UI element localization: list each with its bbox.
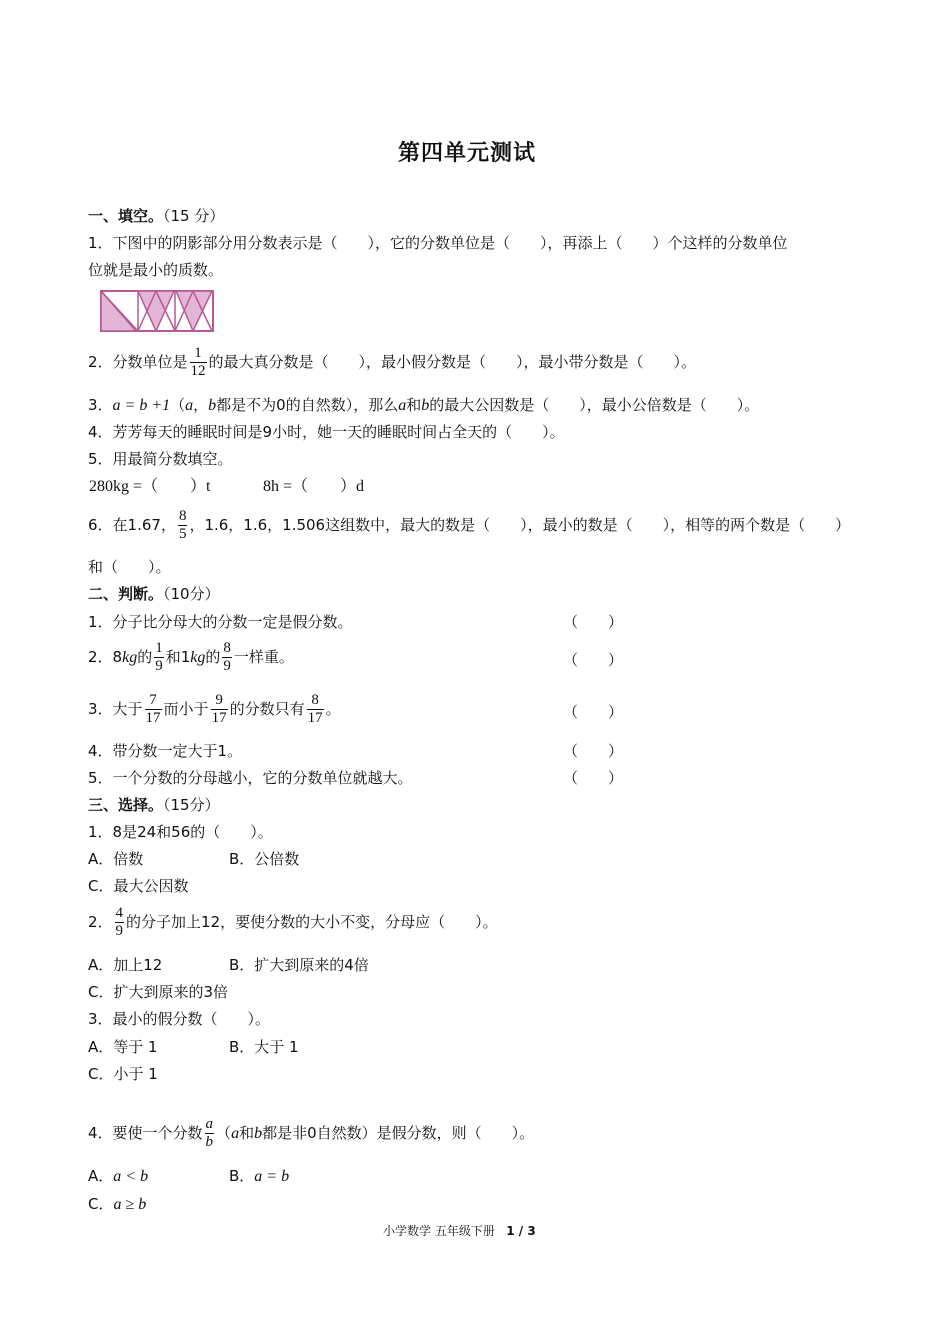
fraction-denominator: 9 [155, 658, 163, 674]
question-text: ， [193, 396, 209, 414]
question-text: 和 [239, 1124, 255, 1142]
page-title: 第四单元测试 [398, 141, 537, 166]
math-variable: b [421, 397, 430, 414]
choice-question-3: 3．最小的假分数（ ）。 [88, 1010, 271, 1028]
option-label: B． [229, 1167, 255, 1185]
question-text: 而小于 [163, 700, 209, 718]
fraction-7-17 [145, 692, 162, 727]
fraction-numerator: 1 [190, 345, 207, 363]
fraction-denominator: 17 [145, 710, 161, 726]
choice-2-option-b: B．扩大到原来的4倍 [229, 956, 369, 974]
fraction-numerator: a [205, 1116, 214, 1132]
section-2-title: 二、判断。 [88, 585, 164, 603]
fraction-8-17 [307, 692, 324, 727]
section-2-points: （10分） [163, 585, 220, 603]
judge-question-1: 1．分子比分母大的分数一定是假分数。 [88, 613, 353, 631]
choice-question-4 [88, 1116, 534, 1151]
footer-subject: 小学数学 五年级下册 [383, 1224, 495, 1238]
fraction-denominator: 12 [190, 363, 206, 379]
question-text: 。 [325, 700, 341, 718]
question-text: 的分数只有 [229, 700, 305, 718]
fraction-numerator: 8 [307, 692, 324, 710]
math-variable: a [398, 397, 407, 414]
question-text: 的分子加上12，要使分数的大小不变，分母应（ ）。 [126, 913, 498, 931]
fraction-4-9 [115, 905, 125, 940]
question-text: 一样重。 [233, 648, 294, 666]
answer-bracket: （ ） [563, 742, 624, 760]
fraction-8-5 [178, 508, 188, 543]
question-text: 3．大于 [88, 700, 143, 718]
section-1-heading [88, 206, 224, 226]
question-text: 的最大真分数是（ ），最小假分数是（ ），最小带分数是（ ）。 [208, 353, 697, 371]
question-text: 和 [406, 396, 422, 414]
math-variable: a [185, 397, 194, 414]
question-text: 2．分数单位是 [88, 353, 188, 371]
question-text: 2．8 [88, 648, 123, 666]
question-1-5: 5．用最简分数填空。 [88, 450, 233, 468]
choice-question-1: 1．8是24和56的（ ）。 [88, 823, 273, 841]
fraction-shading-figure [100, 290, 214, 332]
question-text: 的 [137, 648, 153, 666]
option-label: C． [88, 1195, 114, 1213]
fraction-denominator: 17 [307, 710, 323, 726]
choice-1-option-a: A．倍数 [88, 850, 144, 868]
question-number: 3． [88, 396, 113, 414]
fraction-numerator: 4 [115, 905, 124, 921]
section-1-title: 一、填空。 [88, 207, 164, 225]
answer-bracket: （ ） [563, 651, 624, 669]
judge-question-2 [88, 640, 294, 675]
question-text: 和1 [165, 648, 191, 666]
choice-4-option-b [229, 1166, 289, 1187]
question-1-1-line-2: 位就是最小的质数。 [88, 261, 224, 279]
choice-4-option-a [88, 1166, 148, 1187]
math-variable: b [254, 1125, 263, 1142]
question-1-2 [88, 345, 696, 380]
judge-question-3 [88, 692, 341, 727]
fraction-denominator: 17 [211, 710, 227, 726]
math-variable: a [231, 1125, 240, 1142]
section-3-heading [88, 795, 220, 815]
fraction-denominator: 9 [223, 658, 231, 674]
question-text: 的最大公因数是（ ），最小公倍数是（ ）。 [429, 396, 760, 414]
question-text: 4．要使一个分数 [88, 1124, 203, 1142]
fraction-8-9 [222, 640, 232, 675]
section-1-points: （15 分） [163, 207, 225, 225]
question-1-4: 4．芳芳每天的睡眠时间是9小时，她一天的睡眠时间占全天的（ ）。 [88, 423, 565, 441]
math-expression: a ≥ b [113, 1196, 147, 1213]
fraction-numerator: 8 [223, 640, 231, 656]
question-text: （ [216, 1124, 232, 1142]
unit-kg: kg [122, 649, 138, 666]
fraction-numerator: 7 [145, 692, 162, 710]
page-footer [383, 1221, 536, 1241]
fraction-1-9 [154, 640, 164, 675]
question-text: 的 [205, 648, 221, 666]
question-1-1-line-1: 1．下图中的阴影部分用分数表示是（ ），它的分数单位是（ ），再添上（ ）个这样的分数单位 [88, 234, 788, 252]
fraction-denominator: 9 [115, 923, 124, 939]
judge-question-5: 5．一个分数的分母越小，它的分数单位就越大。 [88, 769, 413, 787]
choice-3-option-b: B．大于 1 [229, 1038, 299, 1056]
option-label: A． [88, 1167, 114, 1185]
question-number: 2． [88, 913, 113, 931]
choice-2-option-a: A．加上12 [88, 956, 163, 974]
choice-3-option-c: C．小于 1 [88, 1065, 158, 1083]
section-2-heading [88, 584, 220, 604]
answer-bracket: （ ） [563, 769, 624, 787]
choice-4-option-c [88, 1194, 146, 1215]
math-expression: a < b [113, 1168, 149, 1185]
question-text: ，1.6，1.6，1.506这组数中，最大的数是（ ），最小的数是（ ），相等的两个数是（ ） [189, 516, 851, 534]
fraction-numerator: 8 [178, 508, 187, 524]
math-variable: b [208, 397, 217, 414]
question-1-3 [88, 395, 759, 416]
fraction-1-12 [190, 345, 207, 380]
math-equation: a = b +1 [112, 397, 171, 414]
choice-3-option-a: A．等于 1 [88, 1038, 158, 1056]
choice-1-option-c: C．最大公因数 [88, 877, 189, 895]
question-1-6-line-2: 和（ ）。 [88, 558, 171, 576]
question-text: 都是不为0的自然数），那么 [216, 396, 399, 414]
fraction-denominator: b [205, 1134, 214, 1150]
unit-kg: kg [190, 649, 206, 666]
fraction-a-b [205, 1116, 215, 1151]
answer-bracket: （ ） [563, 613, 624, 631]
question-text: （ [170, 396, 186, 414]
choice-1-option-b: B．公倍数 [229, 850, 300, 868]
page-number: 1 / 3 [506, 1224, 536, 1238]
question-1-5-blank-b: 8h =（ ）d [263, 478, 365, 495]
fraction-denominator: 5 [178, 526, 187, 542]
question-1-5-blank-a: 280kg =（ ）t [89, 478, 211, 495]
judge-question-4: 4．带分数一定大于1。 [88, 742, 243, 760]
answer-bracket: （ ） [563, 703, 624, 721]
fraction-numerator: 1 [155, 640, 163, 656]
question-text: 6．在1.67， [88, 516, 176, 534]
section-3-points: （15分） [163, 796, 220, 814]
choice-2-option-c: C．扩大到原来的3倍 [88, 983, 229, 1001]
question-1-6 [88, 508, 850, 543]
question-text: 都是非0自然数）是假分数，则（ ）。 [262, 1124, 535, 1142]
section-3-title: 三、选择。 [88, 796, 164, 814]
choice-question-2 [88, 905, 498, 940]
math-expression: a = b [254, 1168, 290, 1185]
fraction-9-17 [211, 692, 228, 727]
fraction-numerator: 9 [211, 692, 228, 710]
